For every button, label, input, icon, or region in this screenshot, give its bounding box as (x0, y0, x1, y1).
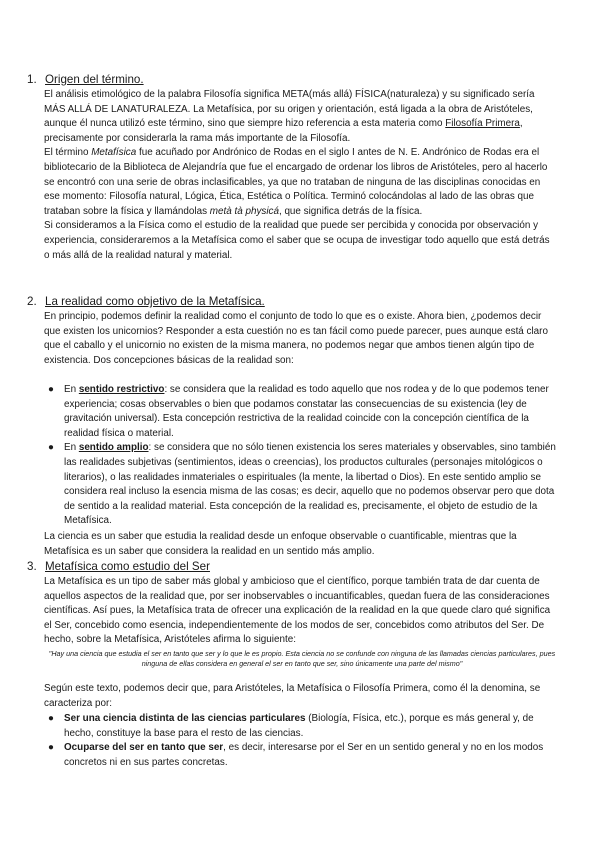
section-1-number: 1. (27, 73, 37, 86)
section-3-after-quote: Según este texto, podemos decir que, para Aristóteles, la Metafísica o Filosofía Primera, como él la denomina, se caracteriza por: (44, 683, 541, 709)
bullet-icon: ● (48, 742, 54, 754)
list-item: ● Ocuparse del ser en tanto que ser, es decir, interesarse por el Ser en un sentido general y no en los modos concretos ni en sus partes concretas. (48, 742, 544, 768)
list-item: ● En sentido amplio: se considera que no sólo tienen existencia los seres materiales y observables, sino también las realidades subjetivas (sentimientos, ideas o creencias), los productos culturales (personajes mitológicos o literarios), o las realidades inmateriales o espirituales (la mente, la libertad o Dios). En este sentido amplio se considera real incluso la esencia misma de las cosas; es decir, aquello que no podemos observar pero que dota de sentido a la realidad material. Esta concepción de la realidad es, precisamente, el objeto de estudio de la Metafísica. (48, 442, 556, 527)
sentido-restrictivo-term: sentido restrictivo (78, 384, 165, 395)
section-2-intro: En principio, podemos definir la realidad como el conjunto de todo lo que es o existe. Ahora bien, ¿podemos decir que existen los unicornios? Responder a esta cuestión no es tan fácil como puede parecer, pues aunque está claro que el caballo y el unicornio no existen de la misma manera, no podemos negar que ambos tienen algún tipo de existencia. Dos concepciones básicas de la realidad son: (44, 311, 548, 366)
section-3-heading (27, 559, 210, 574)
section-1-title: Origen del término. (45, 73, 144, 86)
bullet-icon: ● (48, 384, 54, 395)
metafisica-term: Metafísica (91, 147, 137, 159)
section-1-paragraph-3: Si consideramos a la Física como el estudio de la realidad que puede ser percibida y conocida por observación y experiencia, consideraremos a la Metafísica como el saber que se ocupa de investigar todo aquello que está detrás o más allá de la realidad natural y material. (44, 220, 550, 261)
section-2-heading (27, 294, 265, 309)
ciencia-distinta-term: Ser una ciencia distinta de las ciencias particulares (64, 713, 306, 724)
section-1-paragraph-2: El término Metafísica fue acuñado por Andrónico de Rodas en el siglo I antes de N. E. Andrónico de Rodas era el bibliotecario de la Biblioteca de Alejandría que fue el encargado de ordenar los libros de Aristóteles, pero al hacerlo se encontró con una serie de obras inclasificables, ya que no trataban de ninguna de las disciplinas conocidas en ese momento: Filosofía natural, Lógica, Ética, Estética o Política. Terminó colocándolas al lado de las obras que trataban sobre la física y llamándolas metà tà physicá, que significa detrás de la física. (44, 147, 548, 217)
greek-term: metà tà physicá (209, 205, 279, 217)
section-2-outro: La ciencia es un saber que estudia la realidad desde un enfoque observable o cuantificable, mientras que la Metafísica es un saber que considera la realidad en un sentido más amplio. (44, 531, 517, 557)
ser-en-tanto-que-ser-term: Ocuparse del ser en tanto que ser (64, 742, 224, 754)
section-3-bullet-list (44, 712, 560, 770)
bullet-icon: ● (48, 442, 54, 454)
list-item: ● Ser una ciencia distinta de las ciencias particulares (Biología, Física, etc.), porque es más general y, de hecho, constituye la base para el resto de las ciencias. (48, 713, 534, 739)
list-item: ● En sentido restrictivo: se considera que la realidad es todo aquello que nos rodea y de lo que podemos tener experiencia; cosas observables o bien que podamos constatar las consecuencias de su existencia (ley de gravitación universal). Esta concepción restrictiva de la realidad coincide con la concepción científica de la realidad física o material. (48, 384, 549, 439)
section-1-paragraph-1: El análisis etimológico de la palabra Filosofía significa META(más allá) FÍSICA(naturaleza) y su significado sería MÁS ALLÁ DE LANATURALEZA. La Metafísica, por su origen y orientación, está ligada a la obra de Aristóteles, aunque él nunca utilizó este término, sino que siempre hizo referencia a esta materia como Filosofía Primera, precisamente por considerarla la rama más importante de la Filosofía. (44, 89, 535, 144)
filosofia-primera-link: Filosofía Primera (445, 118, 520, 130)
section-3-title: Metafísica como estudio del Ser (45, 560, 210, 573)
section-1-body (44, 88, 556, 263)
section-2-title: La realidad como objetivo de la Metafísica. (45, 295, 265, 308)
section-2-number: 2. (27, 295, 37, 308)
section-3-number: 3. (27, 560, 37, 573)
section-1-heading (27, 72, 144, 87)
section-3-intro: La Metafísica es un tipo de saber más global y ambicioso que el científico, porque también trata de dar cuenta de aquellos aspectos de la realidad que, por ser inobservables o incuantificables, quedan fuera de las consideraciones científicas. Así pues, la Metafísica trata de ofrecer una explicación de la realidad en la que quede claro qué significa el Ser, concebido como esencia, independientemente de los modos de ser, concebidos como atributos del Ser. De hecho, sobre la Metafísica, Aristóteles afirma lo siguiente: (44, 576, 551, 646)
bullet-icon: ● (48, 713, 54, 724)
sentido-amplio-term: sentido amplio (78, 442, 149, 454)
section-2-bullet-list (44, 383, 560, 529)
aristotle-quote: "Hay una ciencia que estudia el ser en tanto que ser y lo que le es propio. Esta ciencia no se confunde con ninguna de las llamadas ciencias particulares, pues ninguna de ellas considera en general el ser en tanto que ser, sino únicamente una parte del mismo" (48, 649, 556, 669)
